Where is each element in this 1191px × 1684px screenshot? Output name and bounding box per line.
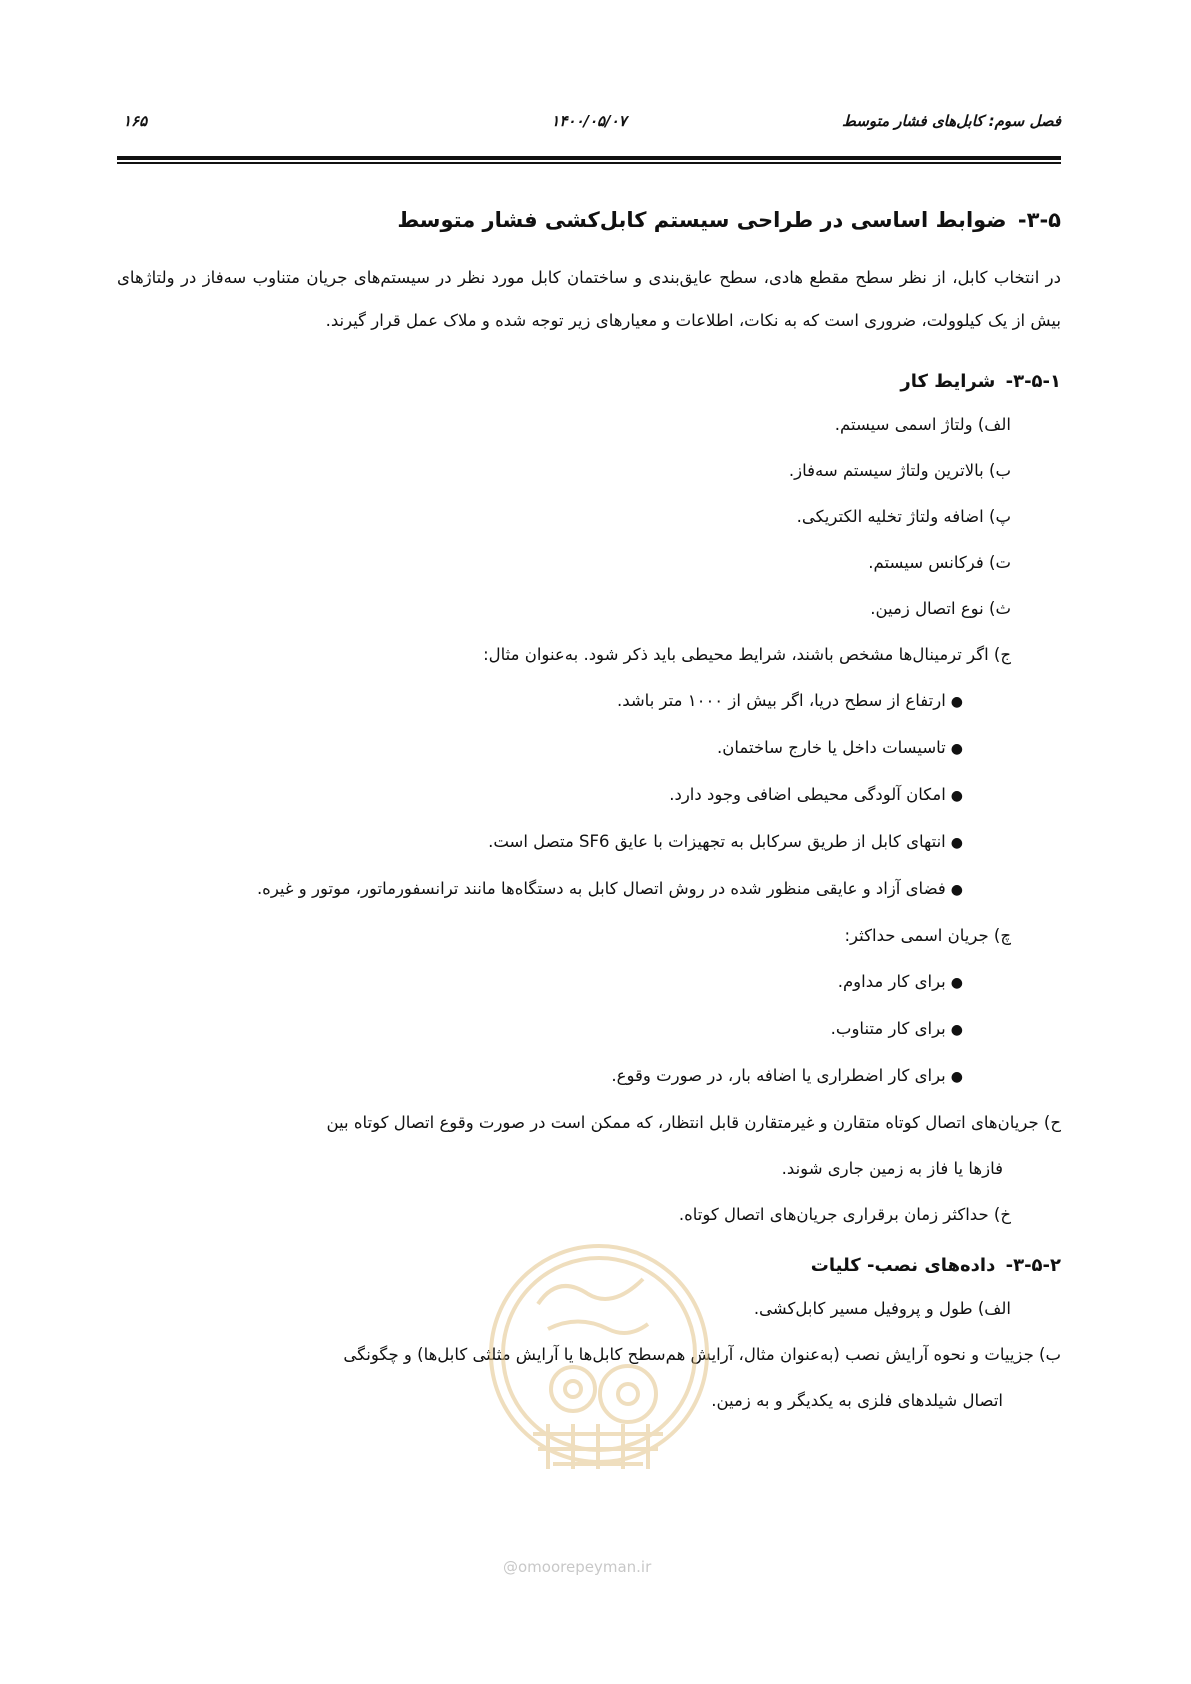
list-item: چ) جریان اسمی حداکثر: [844, 926, 1011, 945]
bullet-dot-icon: ● [950, 1022, 963, 1038]
subsection-title-1: شرایط کار [900, 371, 996, 392]
list-item-line: ح) جریان‌های اتصال کوتاه متقارن و غیرمتقارن قابل انتظار، که ممکن است در صورت وقوع اتصال کوتاه بین [326, 1113, 1061, 1132]
subsection-heading-2 [117, 1246, 1061, 1286]
bullet-item [117, 959, 1061, 1006]
bullet-text: برای کار متناوب. [830, 1019, 946, 1038]
bullet-item [117, 1006, 1061, 1053]
section-title: ضوابط اساسی در طراحی سیستم کابل‌کشی فشار متوسط [397, 208, 1007, 232]
subsection-heading-1 [117, 362, 1061, 402]
page-header [117, 112, 1061, 142]
bullet-dot-icon: ● [950, 835, 963, 851]
list-item-line: ب) جزییات و نحوه آرایش نصب (به‌عنوان مثال، آرایش هم‌سطح کابل‌ها یا آرایش مثلثی کابل‌ها) و چگونگی [343, 1345, 1061, 1364]
bullet-text: تاسیسات داخل یا خارج ساختمان. [717, 738, 946, 757]
bullet-item [117, 1053, 1061, 1100]
header-rule-thin [117, 162, 1061, 164]
subsection-title-2: داده‌های نصب- کلیات [810, 1255, 996, 1276]
bullet-item [117, 866, 1061, 913]
header-date: ۱۴۰۰/۰۵/۰۷ [551, 112, 627, 130]
list-item-multiline [117, 1100, 1061, 1192]
bullet-text: انتهای کابل از طریق سرکابل به تجهیزات با عایق SF6 متصل است. [488, 832, 946, 851]
bullet-item [117, 725, 1061, 772]
list-item: ث) نوع اتصال زمین. [870, 599, 1011, 618]
bullet-text: ارتفاع از سطح دریا، اگر بیش از ۱۰۰۰ متر باشد. [616, 691, 946, 710]
bullet-dot-icon: ● [950, 975, 963, 991]
list-item: ج) اگر ترمینال‌ها مشخص باشند، شرایط محیطی باید ذکر شود. به‌عنوان مثال: [483, 645, 1011, 664]
bullet-dot-icon: ● [950, 694, 963, 710]
chapter-title: فصل سوم: کابل‌های فشار متوسط [842, 112, 1061, 130]
bullet-item [117, 819, 1061, 866]
list-item-continuation: فازها یا فاز به زمین جاری شوند. [781, 1159, 1003, 1178]
subsection-number-1: ۳-۵-۱- [1005, 371, 1061, 392]
bullet-item [117, 772, 1061, 819]
bullet-text: برای کار اضطراری یا اضافه بار، در صورت وقوع. [611, 1066, 946, 1085]
page-content [117, 200, 1061, 1424]
list-item: الف) طول و پروفیل مسیر کابل‌کشی. [753, 1299, 1011, 1318]
list-item: خ) حداکثر زمان برقراری جریان‌های اتصال کوتاه. [678, 1205, 1011, 1224]
bullet-item [117, 678, 1061, 725]
bullet-text: امکان آلودگی محیطی اضافی وجود دارد. [669, 785, 946, 804]
list-item-continuation: اتصال شیلدهای فلزی به یکدیگر و به زمین. [711, 1391, 1003, 1410]
bullet-dot-icon: ● [950, 741, 963, 757]
list-item: ت) فرکانس سیستم. [868, 553, 1011, 572]
subsection-number-2: ۳-۵-۲- [1005, 1255, 1061, 1276]
page-number: ۱۶۵ [123, 112, 148, 130]
section-intro: در انتخاب کابل، از نظر سطح مقطع هادی، سطح عایق‌بندی و ساختمان کابل مورد نظر در سیستم‌های جریان متناوب سه‌فاز در ولتاژهای بیش از یک کیلوولت، ضروری است که به نکات، اطلاعات و معیارهای زیر توجه شده و ملاک عمل قرار گیرند. [117, 268, 1061, 330]
section-heading [117, 200, 1061, 240]
list-item: پ) اضافه ولتاژ تخلیه الکتریکی. [796, 507, 1011, 526]
section-number: ۳-۵- [1017, 208, 1061, 232]
bullet-dot-icon: ● [950, 788, 963, 804]
bullet-text: برای کار مداوم. [837, 972, 946, 991]
bullet-dot-icon: ● [950, 1069, 963, 1085]
bullet-text: فضای آزاد و عایقی منظور شده در روش اتصال کابل به دستگاه‌ها مانند ترانسفورماتور، موتور و غیره. [256, 879, 946, 898]
header-rule-thick [117, 156, 1061, 160]
watermark-url: @omoorepeyman.ir [503, 1558, 652, 1576]
list-item: ب) بالاترین ولتاژ سیستم سه‌فاز. [788, 461, 1011, 480]
bullet-dot-icon: ● [950, 882, 963, 898]
list-item: الف) ولتاژ اسمی سیستم. [834, 415, 1011, 434]
list-item-multiline [117, 1332, 1061, 1424]
